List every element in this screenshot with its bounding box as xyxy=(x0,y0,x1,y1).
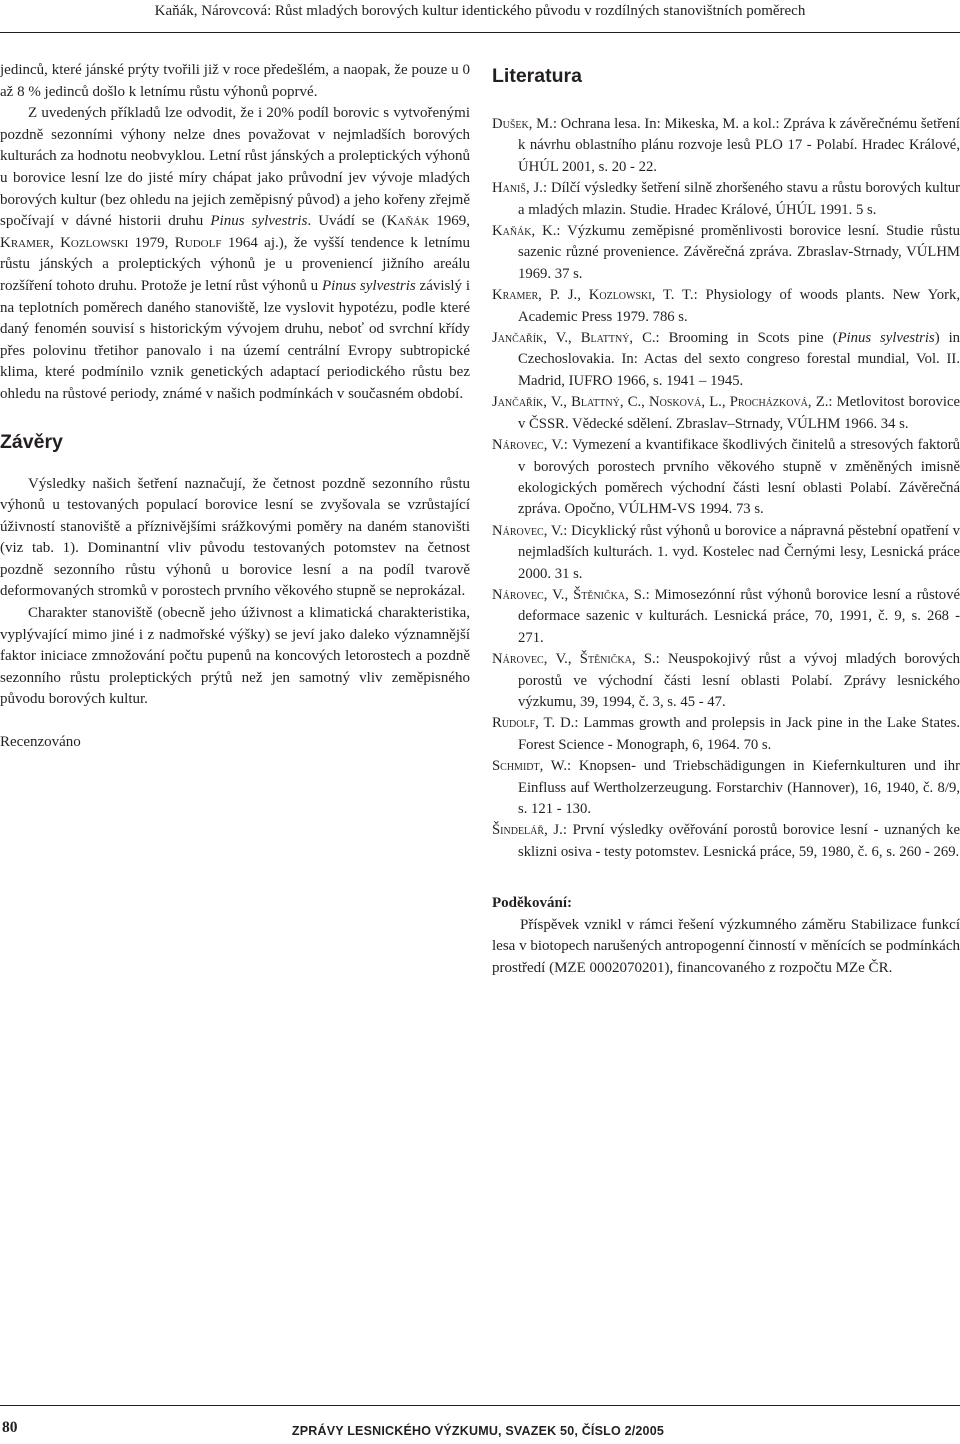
reference-list xyxy=(492,713,960,863)
text-run: , C., xyxy=(619,394,650,411)
text-run: , V.: Dicyklický růst výhonů u borovice a nápravná pěstební opatření v nejmladších kulturách. 1. vyd. Kostelec nad Černými lesy, Lesnická práce 2000. 31 s. xyxy=(518,522,960,582)
header-rule xyxy=(0,32,960,33)
text-run: , V., xyxy=(543,651,580,668)
reference-item xyxy=(492,285,960,328)
author-name: Nárovec xyxy=(492,437,544,454)
footer-rule xyxy=(0,1405,960,1406)
author-name: Rudolf xyxy=(174,234,222,251)
running-title: Kaňák, Nárovcová: Růst mladých borových kultur identického původu v rozdílných stanovištních poměrech xyxy=(154,3,806,19)
text-run: , V., xyxy=(543,330,581,347)
journal-name: ZPRÁVY LESNICKÉHO VÝZKUMU, SVAZEK 50, ČÍSLO 2/2005 xyxy=(291,1424,664,1438)
text-run: , L., xyxy=(701,394,730,411)
author-name: Kozlowski xyxy=(60,234,129,251)
author-name: Nárovec xyxy=(492,522,544,539)
author-name: Kramer xyxy=(492,287,539,304)
species-name: Pinus sylvestris xyxy=(837,330,935,347)
acknowledgement-title: Poděkování: xyxy=(492,895,573,912)
text-run: , T. T.: Physiology of woods plants. New York, Academic Press 1979. 786 s. xyxy=(518,287,960,325)
author-name: Rudolf xyxy=(492,715,536,732)
text-run: , J.: První výsledky ověřování porostů borovice lesní - uznaných ke sklizni osiva - testy potomstev. Lesnická práce, 59, 1980, č. 6, s. 260 - 269. xyxy=(518,822,960,860)
author-name: Kramer xyxy=(0,234,50,251)
text-run: , P. J., xyxy=(538,287,589,304)
reference-item xyxy=(492,756,960,820)
text-run: , Z.: Metlovitost borovice v ČSSR. Vědecké sdělení. Zbraslav–Strnady, VÚLHM 1966. 34 s. xyxy=(518,394,960,432)
species-name: Pinus sylvestris xyxy=(321,277,416,294)
text-run: závislý i na teplotních poměrech daného stanoviště, lze vyslovit hypotézu, podle které daný fenomén souvisí s historickým vývojem druhu, neboť od svrchní křídy přes polovinu třetihor panovalo i na území centrální Evropy subtropické klima, které podmínilo vznik genetických adaptací periodického růstu bez ohledu na růstové periody, známé v našich podmínkách v současném období. xyxy=(0,277,470,402)
author-name: Procházková xyxy=(729,394,808,411)
reviewed-note: Recenzováno xyxy=(0,734,81,751)
author-name: Nárovec xyxy=(492,586,544,603)
reference-item xyxy=(492,521,960,585)
text-run: 1964 aj.), že vyšší tendence k letnímu růstu jánských a proleptických výhonů je u proveniencí jižního areálu rozšíření tohoto druhu. Protože je letní růst výhonů u xyxy=(0,234,471,294)
reference-item xyxy=(492,114,960,178)
reference-item xyxy=(492,328,960,392)
paragraph-continuation: jedinců, které jánské prýty tvořili již v roce předešlém, a naopak, že pouze u 0 až 8 % jedinců došlo k letnímu růstu výhonů poprvé. xyxy=(0,62,470,100)
text-run: , W.: Knopsen- und Triebschädigungen in Kiefernkulturen und ihr Einfluss auf Wertholzerzeugung. Forstarchiv (Hannover), 16, 1940, č. 8/9, s. 121 - 130. xyxy=(518,758,960,817)
author-name: Blattný xyxy=(580,330,630,347)
text-run: . Uvádí se ( xyxy=(307,213,387,230)
author-name: Šindelář xyxy=(492,822,545,839)
page-number: 80 xyxy=(2,1419,18,1436)
text-run: , K.: Výzkumu zeměpisné proměnlivosti borovice lesní. Studie růstu sazenic různé provenience. Závěrečná zpráva. Zbraslav-Strnady, VÚLHM 1969. 37 s. xyxy=(518,223,960,282)
author-name: Blattný xyxy=(571,394,620,411)
author-name: Kaňák xyxy=(386,213,430,230)
text-run: ) in Czechoslovakia. In: Actas del sexto congreso forestal mundial, Vol. II. Madrid, IUFRO 1966, s. 1941 – 1945. xyxy=(518,330,960,389)
reference-list xyxy=(492,435,960,585)
author-name: Kaňák xyxy=(492,223,532,240)
reference-item xyxy=(492,649,960,713)
text-run: , V., xyxy=(543,394,572,411)
author-name: Štěnička xyxy=(573,586,626,603)
reference-item xyxy=(492,178,960,221)
reference-item xyxy=(492,392,960,435)
author-name: Jančařík xyxy=(492,330,544,347)
section-title-conclusions: Závěry xyxy=(0,430,63,453)
section-title-literature: Literatura xyxy=(492,65,582,87)
author-name: Dušek xyxy=(492,116,529,132)
paragraph-conclusion-1: Výsledky našich šetření naznačují, že četnost pozdně sezonního růstu výhonů u testovaných populací borovice lesní se zvyšovala se vzrůstající úživností stanoviště a příznivějšími srážkovými poměry na daném stanovišti (viz tab. 1). Dominantní vliv původu testovaných potomstev na četnost pozdně sezonního růstu výhonů u borovice lesní a na podíl tvarově deformovaných stromků v porostech prvního věkového stupně se neprokázal. xyxy=(0,475,470,600)
text-run: , M.: Ochrana lesa. In: Mikeska, M. a kol.: Zpráva k závěrečnému šetření k návrhu oblastního plánu rozvoje lesů PLO 17 - Polabí. Hradec Králové, ÚHÚL 2001, s. 20 - 22. xyxy=(518,116,960,175)
text-run: , T. D.: Lammas growth and prolepsis in Jack pine in the Lake States. Forest Science - Monograph, 6, 1964. 70 s. xyxy=(518,715,960,753)
author-name: Nárovec xyxy=(492,651,544,668)
paragraph-discussion xyxy=(0,103,470,405)
reference-item xyxy=(492,585,960,649)
left-column xyxy=(0,60,470,754)
text-run: , V., xyxy=(543,586,574,603)
text-run: , J.: Dílčí výsledky šetření silně zhoršeného stavu a růstu borových kultur a mladých mlazin. Studie. Hradec Králové, ÚHÚL 1991. 5 s. xyxy=(518,180,960,218)
reference-item xyxy=(492,713,960,756)
author-name: Schmidt xyxy=(492,758,540,775)
author-name: Nosková xyxy=(649,394,702,411)
author-name: Kozlowski xyxy=(588,287,652,304)
text-run: , S.: Mimosezónní růst výhonů borovice lesní a růstové deformace sazenic v kulturách. Lesnická práce, 70, 1991, č. 9, s. 268 - 271. xyxy=(518,586,960,646)
author-name: Štěnička xyxy=(579,651,632,668)
reference-item xyxy=(492,435,960,521)
text-run: , S.: Neuspokojivý růst a vývoj mladých borových porostů ve východní části lesní oblasti Polabí. Zprávy lesnického výzkumu, 39, 1994, č. 3, s. 45 - 47. xyxy=(518,651,960,710)
text-run: Z uvedených příkladů lze odvodit, že i 20% podíl borovic s vytvořenými pozdně sezonními výhony nelze dnes považovat v nejmladších borových kulturách za hodnotu neobvyklou. Letní růst jánských a proleptických výhonů u borovice lesní lze do jisté míry chápat jako průvodní jev vývoje mladých borových kultur (bez ohledu na jejich zeměpisný původ) a jeho kořeny zřejmě spočívají v dávné historii druhu xyxy=(0,105,470,230)
author-name: Jančařík xyxy=(492,394,544,411)
species-name: Pinus sylvestris xyxy=(210,213,308,230)
reference-list xyxy=(492,114,960,285)
text-run: , xyxy=(49,234,61,251)
text-run: , C.: Brooming in Scots pine ( xyxy=(629,330,838,347)
right-column xyxy=(492,60,960,980)
reference-item xyxy=(492,820,960,863)
paragraph-conclusion-2: Charakter stanoviště (obecně jeho úživnost a klimatická charakteristika, vyplývající mimo jiné i z nadmořské výšky) se jeví jako daleko významnější faktor iniciace zmnožování počtu pupenů na koncových letorostech a pozdně sezonního růstu proleptických prýtů než jen samotný vliv zeměpisného původu borových kultur. xyxy=(0,605,470,708)
text-run: 1969, xyxy=(429,213,471,230)
text-run: 1979, xyxy=(128,234,175,251)
author-name: Haniš xyxy=(492,180,526,197)
text-run: , V.: Vymezení a kvantifikace škodlivých činitelů a stresových faktorů v borových porostech prvního věkového stupně v změněných imisně ekologických poměrech východní části lesní oblasti Polabí. Závěrečná zpráva. Opočno, VÚLHM-VS 1994. 73 s. xyxy=(518,437,960,518)
acknowledgement-text: Příspěvek vznikl v rámci řešení výzkumného záměru Stabilizace funkcí lesa v biotopech narušených antropogenní činností v měnících se podmínkách prostředí (MZE 0002070201), financovaného z rozpočtu MZe ČR. xyxy=(492,916,960,976)
reference-item xyxy=(492,221,960,285)
